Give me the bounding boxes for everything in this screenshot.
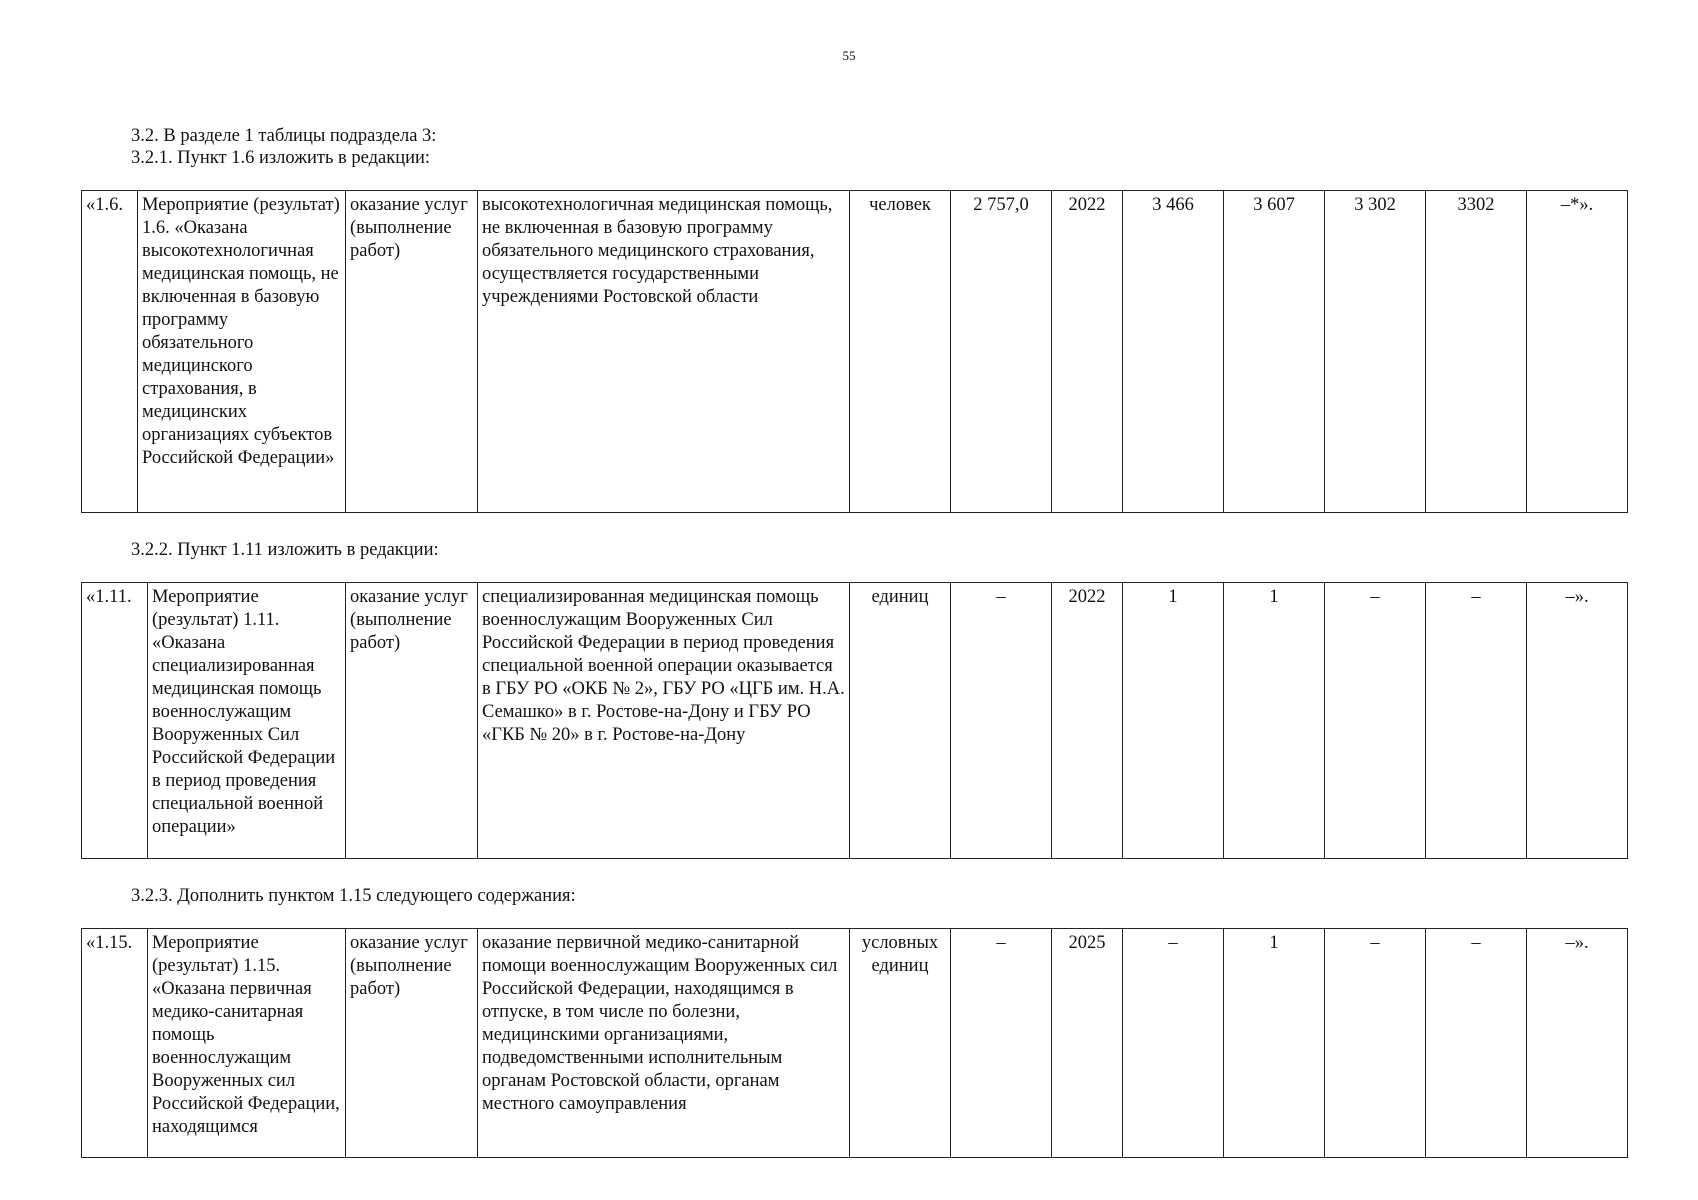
table-row <box>82 191 1628 513</box>
event-type: оказание услуг (выполнение работ) <box>346 929 478 1158</box>
value-1: 1 <box>1123 583 1224 859</box>
base-year: 2022 <box>1052 583 1123 859</box>
value-4: – <box>1426 583 1527 859</box>
paragraph-3-2-2: 3.2.2. Пункт 1.11 изложить в редакции: <box>131 540 439 560</box>
item-number: «1.15. <box>82 929 148 1158</box>
base-value: 2 757,0 <box>951 191 1052 513</box>
unit: единиц <box>850 583 951 859</box>
event-description: высокотехнологичная медицинская помощь, не включенная в базовую программу обязательного медицинского страхования, осуществляется государственными учреждениями Ростовской области <box>478 191 850 513</box>
event-name: Мероприятие (результат) 1.6. «Оказана высокотехнологичная медицинская помощь, не включенная в базовую программу обязательного медицинского страхования, в медицинских организациях субъектов Российской Федерации» <box>138 191 346 513</box>
base-value: – <box>951 929 1052 1158</box>
value-4: 3302 <box>1426 191 1527 513</box>
unit: условных единиц <box>850 929 951 1158</box>
value-3: – <box>1325 583 1426 859</box>
base-value: – <box>951 583 1052 859</box>
value-1: – <box>1123 929 1224 1158</box>
paragraph-3-2-1: 3.2.1. Пункт 1.6 изложить в редакции: <box>131 148 431 168</box>
item-number: «1.6. <box>82 191 138 513</box>
note: –*». <box>1527 191 1628 513</box>
value-3: – <box>1325 929 1426 1158</box>
note: –». <box>1527 583 1628 859</box>
value-4: – <box>1426 929 1527 1158</box>
table-row <box>82 583 1628 859</box>
event-type: оказание услуг (выполнение работ) <box>346 191 478 513</box>
value-2: 1 <box>1224 929 1325 1158</box>
note: –». <box>1527 929 1628 1158</box>
value-1: 3 466 <box>1123 191 1224 513</box>
base-year: 2025 <box>1052 929 1123 1158</box>
event-type: оказание услуг (выполнение работ) <box>346 583 478 859</box>
page-number: 55 <box>842 48 856 63</box>
value-2: 3 607 <box>1224 191 1325 513</box>
value-2: 1 <box>1224 583 1325 859</box>
paragraph-3-2: 3.2. В разделе 1 таблицы подраздела 3: <box>131 126 437 146</box>
event-description: специализированная медицинская помощь военнослужащим Вооруженных Сил Российской Федерации в период проведения специальной военной операции оказывается в ГБУ РО «ОКБ № 2», ГБУ РО «ЦГБ им. Н.А. Семашко» в г. Ростове-на-Дону и ГБУ РО «ГКБ № 20» в г. Ростове-на-Дону <box>478 583 850 859</box>
base-year: 2022 <box>1052 191 1123 513</box>
unit: человек <box>850 191 951 513</box>
table-item-1-15 <box>81 928 1628 1158</box>
item-number: «1.11. <box>82 583 148 859</box>
table-item-1-6 <box>81 190 1628 513</box>
event-name: Мероприятие (результат) 1.11. «Оказана специализированная медицинская помощь военнослужащим Вооруженных Сил Российской Федерации в период проведения специальной военной операции» <box>148 583 346 859</box>
value-3: 3 302 <box>1325 191 1426 513</box>
table-row <box>82 929 1628 1158</box>
table-item-1-11 <box>81 582 1628 859</box>
event-name: Мероприятие (результат) 1.15. «Оказана первичная медико-санитарная помощь военнослужащим Вооруженных сил Российской Федерации, находящимся <box>148 929 346 1158</box>
event-description: оказание первичной медико-санитарной помощи военнослужащим Вооруженных сил Российской Федерации, находящимся в отпуске, в том числе по болезни, медицинскими организациями, подведомственными исполнительным органам Ростовской области, органам местного самоуправления <box>478 929 850 1158</box>
paragraph-3-2-3: 3.2.3. Дополнить пунктом 1.15 следующего содержания: <box>131 886 576 906</box>
